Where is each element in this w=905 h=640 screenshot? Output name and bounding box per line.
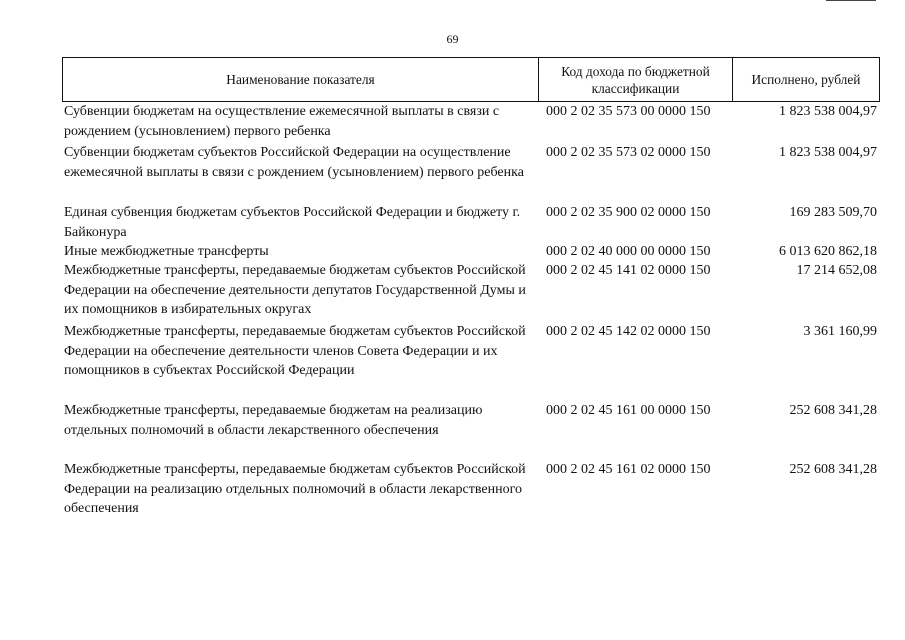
row-amount: 17 214 652,08 (796, 263, 877, 278)
table-row (62, 102, 880, 141)
row-name: Иные межбюджетные трансферты (64, 244, 269, 259)
table-row (62, 203, 880, 242)
table-row (62, 261, 880, 320)
row-code: 000 2 02 35 900 02 0000 150 (546, 205, 711, 220)
row-code: 000 2 02 45 142 02 0000 150 (546, 324, 711, 339)
page-number: 69 (446, 32, 459, 46)
row-name: Субвенции бюджетам на осуществление ежемесячной выплаты в связи с рождением (усыновлением) первого ребенка (64, 104, 500, 139)
column-header-amount: Исполнено, рублей (751, 72, 861, 87)
row-amount: 1 823 538 004,97 (779, 104, 877, 119)
corner-rule (826, 0, 876, 1)
table-row (62, 460, 880, 519)
row-amount: 6 013 620 862,18 (779, 244, 877, 259)
row-code: 000 2 02 45 161 00 0000 150 (546, 403, 711, 418)
table-header-row (62, 57, 880, 102)
revenue-table (62, 57, 880, 516)
table-row (62, 242, 880, 262)
row-code: 000 2 02 35 573 02 0000 150 (546, 145, 711, 160)
row-name: Субвенции бюджетам субъектов Российской Федерации на осуществление ежемесячной выплаты в связи с рождением (усыновлением) первого ребенка (64, 145, 524, 180)
row-code: 000 2 02 45 141 02 0000 150 (546, 263, 711, 278)
row-code: 000 2 02 45 161 02 0000 150 (546, 462, 711, 477)
table-row (62, 143, 880, 182)
row-amount: 169 283 509,70 (789, 205, 877, 220)
row-name: Межбюджетные трансферты, передаваемые бюджетам на реализацию отдельных полномочий в области лекарственного обеспечения (64, 403, 483, 438)
table-row (62, 322, 880, 381)
row-code: 000 2 02 35 573 00 0000 150 (546, 104, 711, 119)
column-header-name: Наименование показателя (63, 58, 539, 101)
row-code: 000 2 02 40 000 00 0000 150 (546, 244, 711, 259)
row-name: Межбюджетные трансферты, передаваемые бюджетам субъектов Российской Федерации на реализацию отдельных полномочий в области лекарственного обеспечения (64, 462, 526, 516)
row-amount: 252 608 341,28 (789, 403, 877, 418)
row-amount: 252 608 341,28 (789, 462, 877, 477)
row-name: Межбюджетные трансферты, передаваемые бюджетам субъектов Российской Федерации на обеспечение деятельности депутатов Государственной Думы и их помощников в избирательных округах (64, 263, 526, 317)
row-name: Единая субвенция бюджетам субъектов Российской Федерации и бюджету г. Байконура (64, 205, 521, 240)
row-amount: 3 361 160,99 (803, 324, 877, 339)
column-header-code: Код дохода по бюджетной классификации (539, 58, 733, 101)
row-amount: 1 823 538 004,97 (779, 145, 877, 160)
table-row (62, 401, 880, 440)
row-name: Межбюджетные трансферты, передаваемые бюджетам субъектов Российской Федерации на обеспечение деятельности членов Совета Федерации и их помощников в субъектах Российской Федерации (64, 324, 526, 378)
